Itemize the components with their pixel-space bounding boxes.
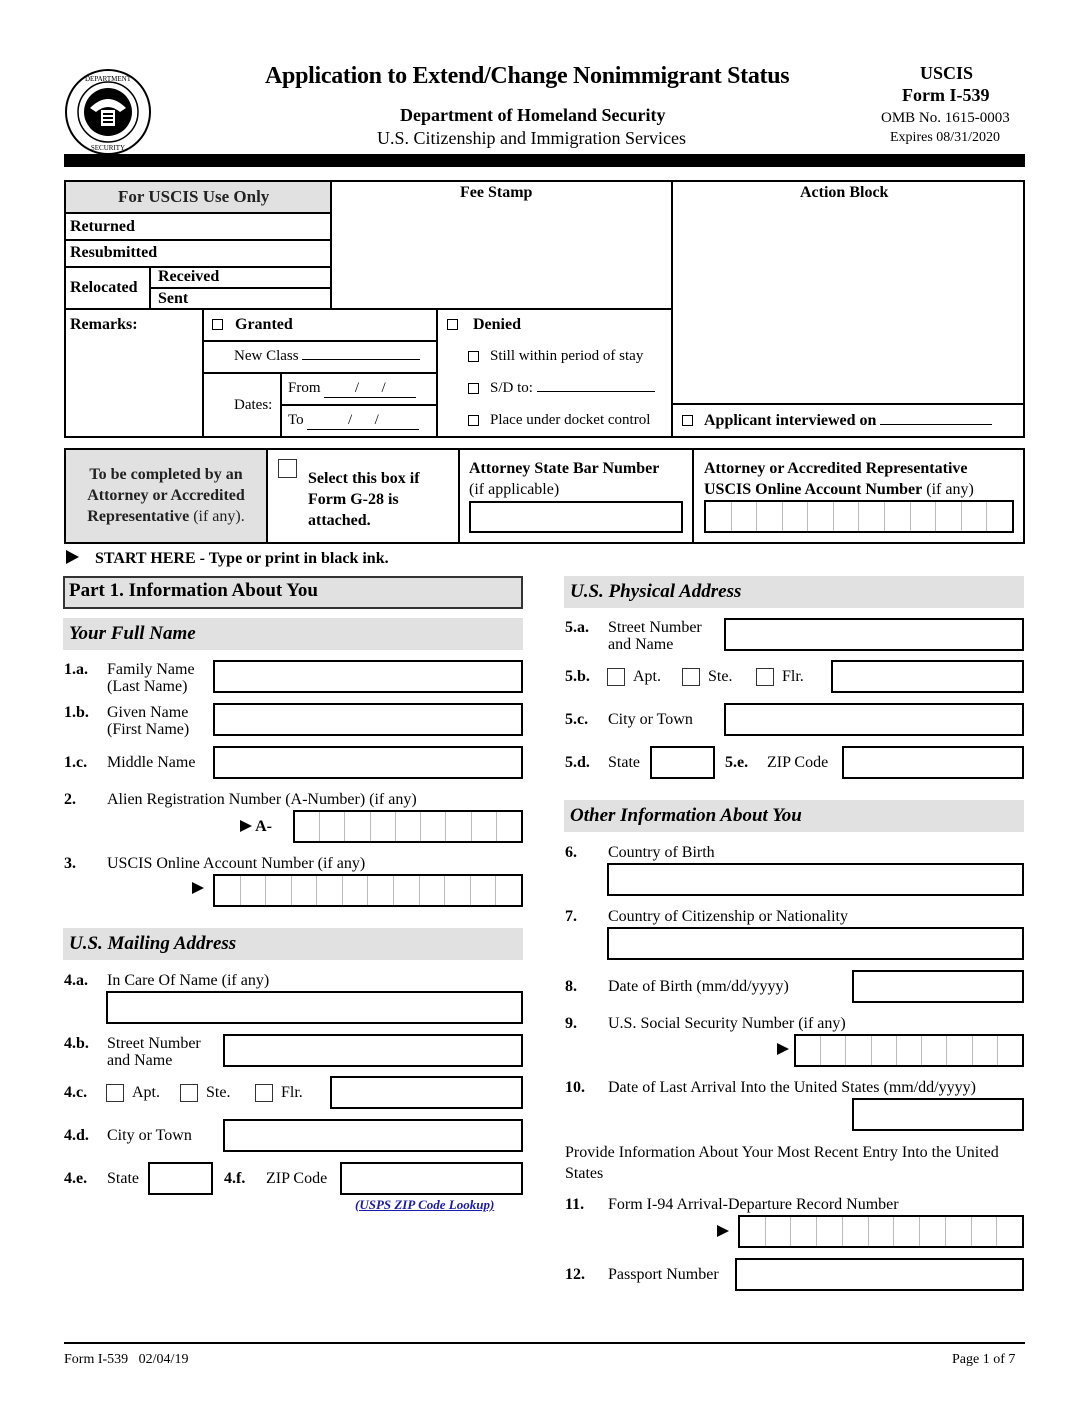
divider bbox=[280, 372, 282, 438]
middle-name-label: Middle Name bbox=[107, 754, 196, 771]
page-number: Page 1 of 7 bbox=[952, 1352, 1016, 1367]
family-name-label bbox=[107, 661, 195, 695]
physical-apt-checkbox[interactable] bbox=[607, 668, 625, 686]
q10-number: 10. bbox=[565, 1079, 585, 1096]
ssn-input[interactable] bbox=[794, 1034, 1024, 1067]
date-from-field[interactable] bbox=[288, 380, 416, 398]
q5a-number: 5.a. bbox=[565, 619, 589, 636]
citizenship-input[interactable] bbox=[607, 927, 1024, 960]
dhs-seal-icon bbox=[64, 68, 152, 156]
form-title: Application to Extend/Change Nonimmigrant Status bbox=[265, 63, 790, 89]
physical-street-l1: Street Number bbox=[608, 619, 702, 636]
mailing-apt-checkbox[interactable] bbox=[106, 1084, 124, 1102]
physical-ste-label: Ste. bbox=[708, 668, 733, 685]
new-class-line[interactable] bbox=[302, 359, 420, 360]
physical-apt-label: Apt. bbox=[633, 668, 661, 685]
sd-to-checkbox[interactable] bbox=[468, 383, 479, 394]
start-here-text: START HERE - Type or print in black ink. bbox=[95, 550, 389, 567]
physical-zip-input[interactable] bbox=[842, 746, 1024, 779]
expiration-date: Expires 08/31/2020 bbox=[890, 130, 1001, 145]
i94-number-input[interactable] bbox=[738, 1215, 1024, 1248]
q4a-number: 4.a. bbox=[64, 972, 88, 989]
q4e-number: 4.e. bbox=[64, 1170, 88, 1187]
q6-number: 6. bbox=[565, 844, 577, 861]
divider bbox=[64, 308, 673, 310]
q1c-number: 1.c. bbox=[64, 754, 88, 771]
attorney-intro bbox=[70, 464, 262, 527]
i94-label: Form I-94 Arrival-Departure Record Number bbox=[608, 1196, 899, 1213]
omb-number: OMB No. 1615-0003 bbox=[881, 110, 1010, 126]
arrow-right-icon bbox=[240, 820, 252, 832]
granted-label: Granted bbox=[235, 316, 293, 333]
last-arrival-label: Date of Last Arrival Into the United States (mm/dd/yyyy) bbox=[608, 1079, 976, 1096]
passport-number-label: Passport Number bbox=[608, 1266, 719, 1283]
agency-short: USCIS bbox=[920, 63, 974, 83]
relocated-label: Relocated bbox=[70, 279, 138, 296]
date-to-field[interactable] bbox=[288, 412, 419, 430]
interviewed-label bbox=[704, 412, 992, 429]
q8-number: 8. bbox=[565, 978, 577, 995]
ssn-label: U.S. Social Security Number (if any) bbox=[608, 1015, 846, 1032]
mailing-address-heading: U.S. Mailing Address bbox=[63, 928, 523, 960]
bar-number-label-bold: Attorney State Bar Number bbox=[469, 460, 660, 477]
a-number-prefix bbox=[240, 818, 272, 836]
q2-number: 2. bbox=[64, 791, 76, 808]
interviewed-checkbox[interactable] bbox=[682, 415, 693, 426]
department-name: Department of Homeland Security bbox=[400, 105, 666, 125]
physical-street-input[interactable] bbox=[724, 618, 1024, 651]
form-number: Form I-539 bbox=[902, 85, 990, 105]
footer-rule bbox=[64, 1342, 1025, 1344]
divider bbox=[330, 180, 332, 310]
q12-number: 12. bbox=[565, 1266, 585, 1283]
bar-number-label bbox=[469, 458, 659, 500]
g28-checkbox[interactable] bbox=[278, 459, 297, 478]
fee-stamp-label: Fee Stamp bbox=[460, 184, 533, 201]
physical-address-heading: U.S. Physical Address bbox=[564, 576, 1024, 608]
divider bbox=[692, 448, 694, 544]
mailing-zip-label: ZIP Code bbox=[266, 1170, 328, 1187]
account-label-line1: Attorney or Accredited Representative bbox=[704, 460, 968, 477]
given-name-label-l2: (First Name) bbox=[107, 721, 190, 738]
arrow-right-icon bbox=[192, 882, 204, 894]
divider bbox=[150, 287, 332, 289]
divider bbox=[671, 403, 1025, 405]
from-label: From bbox=[288, 380, 321, 396]
q4d-number: 4.d. bbox=[64, 1127, 89, 1144]
family-name-label-l2: (Last Name) bbox=[107, 678, 188, 695]
family-name-input[interactable] bbox=[213, 660, 523, 693]
in-care-of-input[interactable] bbox=[106, 991, 523, 1024]
start-here-instruction bbox=[66, 550, 389, 568]
q7-number: 7. bbox=[565, 908, 577, 925]
q5d-number: 5.d. bbox=[565, 754, 590, 771]
physical-street-label bbox=[608, 619, 702, 653]
mailing-zip-input[interactable] bbox=[340, 1162, 523, 1195]
other-info-heading: Other Information About You bbox=[564, 800, 1024, 832]
a-number-input[interactable] bbox=[293, 810, 523, 843]
to-date-line[interactable]: / / bbox=[307, 412, 419, 430]
q4f-number: 4.f. bbox=[224, 1170, 246, 1187]
uscis-account-label: USCIS Online Account Number (if any) bbox=[107, 855, 366, 872]
a-prefix-text: A- bbox=[255, 818, 273, 835]
mailing-state-input[interactable] bbox=[148, 1162, 213, 1195]
divider bbox=[266, 448, 268, 544]
physical-city-input[interactable] bbox=[724, 703, 1024, 736]
mailing-city-input[interactable] bbox=[223, 1119, 523, 1152]
q5e-number: 5.e. bbox=[725, 754, 749, 771]
middle-name-input[interactable] bbox=[213, 746, 523, 779]
mailing-ste-label: Ste. bbox=[206, 1084, 231, 1101]
uscis-account-input[interactable] bbox=[213, 874, 523, 907]
mailing-ste-checkbox[interactable] bbox=[180, 1084, 198, 1102]
docket-label: Place under docket control bbox=[490, 412, 651, 428]
received-label: Received bbox=[158, 268, 220, 285]
mailing-street-l1: Street Number bbox=[107, 1035, 201, 1052]
still-within-label: Still within period of stay bbox=[490, 348, 644, 364]
svg-text:DEPARTMENT: DEPARTMENT bbox=[85, 75, 131, 83]
divider bbox=[64, 212, 332, 214]
divider bbox=[202, 340, 438, 342]
physical-zip-label: ZIP Code bbox=[767, 754, 829, 771]
header-rule bbox=[64, 154, 1025, 167]
sd-to-label bbox=[490, 380, 655, 397]
to-label: To bbox=[288, 412, 304, 428]
new-class-label bbox=[234, 348, 420, 365]
given-name-input[interactable] bbox=[213, 703, 523, 736]
q4c-number: 4.c. bbox=[64, 1084, 88, 1101]
physical-flr-checkbox[interactable] bbox=[756, 668, 774, 686]
granted-checkbox[interactable] bbox=[212, 319, 223, 330]
account-label-normal: (if any) bbox=[926, 481, 974, 498]
arrow-right-icon bbox=[66, 550, 79, 564]
divider bbox=[458, 448, 460, 544]
q1b-number: 1.b. bbox=[64, 704, 89, 721]
interviewed-line[interactable] bbox=[880, 424, 992, 425]
sd-to-text: S/D to: bbox=[490, 380, 533, 396]
q5c-number: 5.c. bbox=[565, 711, 589, 728]
zip-lookup-link[interactable]: (USPS ZIP Code Lookup) bbox=[355, 1197, 495, 1212]
physical-city-label: City or Town bbox=[608, 711, 693, 728]
divider bbox=[280, 404, 438, 406]
arrow-right-icon bbox=[717, 1225, 729, 1237]
a-number-label: Alien Registration Number (A-Number) (if any) bbox=[107, 791, 417, 808]
last-arrival-input[interactable] bbox=[852, 1098, 1024, 1131]
divider bbox=[202, 372, 438, 374]
bar-number-label-normal: (if applicable) bbox=[469, 481, 560, 498]
mailing-state-label: State bbox=[107, 1170, 139, 1187]
new-class-text: New Class bbox=[234, 348, 299, 364]
interviewed-text: Applicant interviewed on bbox=[704, 412, 877, 429]
date-of-birth-input[interactable] bbox=[852, 970, 1024, 1003]
sent-label: Sent bbox=[158, 290, 189, 307]
denied-label: Denied bbox=[473, 316, 521, 333]
returned-label: Returned bbox=[70, 218, 135, 235]
attorney-intro-bold: To be completed by an Attorney or Accredited Representative bbox=[87, 466, 245, 525]
bar-number-input[interactable] bbox=[469, 501, 683, 533]
attorney-account-number-input[interactable] bbox=[704, 500, 1014, 533]
family-name-label-l1: Family Name bbox=[107, 661, 195, 678]
q11-number: 11. bbox=[565, 1196, 585, 1213]
part1-title: Part 1. Information About You bbox=[69, 580, 318, 601]
physical-state-input[interactable] bbox=[650, 746, 715, 779]
citizenship-label: Country of Citizenship or Nationality bbox=[608, 908, 848, 925]
q4b-number: 4.b. bbox=[64, 1035, 89, 1052]
q9-number: 9. bbox=[565, 1015, 577, 1032]
mailing-street-l2: and Name bbox=[107, 1052, 173, 1069]
entry-intro-text: Provide Information About Your Most Recent Entry Into the United States bbox=[565, 1144, 999, 1182]
given-name-label-l1: Given Name bbox=[107, 704, 189, 721]
q5b-number: 5.b. bbox=[565, 668, 590, 685]
given-name-label bbox=[107, 704, 189, 738]
full-name-heading: Your Full Name bbox=[63, 618, 523, 650]
mailing-flr-checkbox[interactable] bbox=[255, 1084, 273, 1102]
date-of-birth-label: Date of Birth (mm/dd/yyyy) bbox=[608, 978, 789, 995]
mailing-street-label bbox=[107, 1035, 201, 1069]
physical-state-label: State bbox=[608, 754, 640, 771]
mailing-unit-number-input[interactable] bbox=[330, 1076, 523, 1109]
attorney-intro-normal: (if any). bbox=[193, 508, 245, 525]
mailing-street-input[interactable] bbox=[223, 1034, 523, 1067]
dates-label: Dates: bbox=[234, 397, 273, 413]
in-care-of-label: In Care Of Name (if any) bbox=[107, 972, 270, 989]
uscis-use-title: For USCIS Use Only bbox=[118, 187, 270, 206]
from-date-line[interactable]: / / bbox=[324, 380, 416, 398]
docket-checkbox[interactable] bbox=[468, 415, 479, 426]
mailing-apt-label: Apt. bbox=[132, 1084, 160, 1101]
still-within-checkbox[interactable] bbox=[468, 351, 479, 362]
mailing-city-label: City or Town bbox=[107, 1127, 192, 1144]
divider bbox=[149, 266, 151, 310]
denied-checkbox[interactable] bbox=[447, 319, 458, 330]
physical-flr-label: Flr. bbox=[782, 668, 804, 685]
passport-number-input[interactable] bbox=[735, 1258, 1024, 1291]
country-of-birth-input[interactable] bbox=[607, 863, 1024, 896]
agency-name: U.S. Citizenship and Immigration Services bbox=[377, 128, 686, 148]
sd-to-line[interactable] bbox=[537, 391, 655, 392]
action-block-label: Action Block bbox=[800, 184, 889, 201]
physical-street-l2: and Name bbox=[608, 636, 674, 653]
divider bbox=[64, 239, 332, 241]
account-label-line2: USCIS Online Account Number bbox=[704, 481, 923, 498]
g28-label: Select this box if Form G-28 is attached. bbox=[308, 470, 420, 529]
q1a-number: 1.a. bbox=[64, 661, 88, 678]
svg-text:SECURITY: SECURITY bbox=[90, 144, 126, 152]
remarks-label: Remarks: bbox=[70, 316, 138, 333]
q3-number: 3. bbox=[64, 855, 76, 872]
form-edition: Form I-539 02/04/19 bbox=[64, 1352, 189, 1367]
arrow-right-icon bbox=[777, 1043, 789, 1055]
mailing-flr-label: Flr. bbox=[281, 1084, 303, 1101]
country-of-birth-label: Country of Birth bbox=[608, 844, 715, 861]
physical-unit-number-input[interactable] bbox=[831, 660, 1024, 693]
attorney-account-label bbox=[704, 458, 974, 500]
physical-ste-checkbox[interactable] bbox=[682, 668, 700, 686]
resubmitted-label: Resubmitted bbox=[70, 244, 158, 261]
